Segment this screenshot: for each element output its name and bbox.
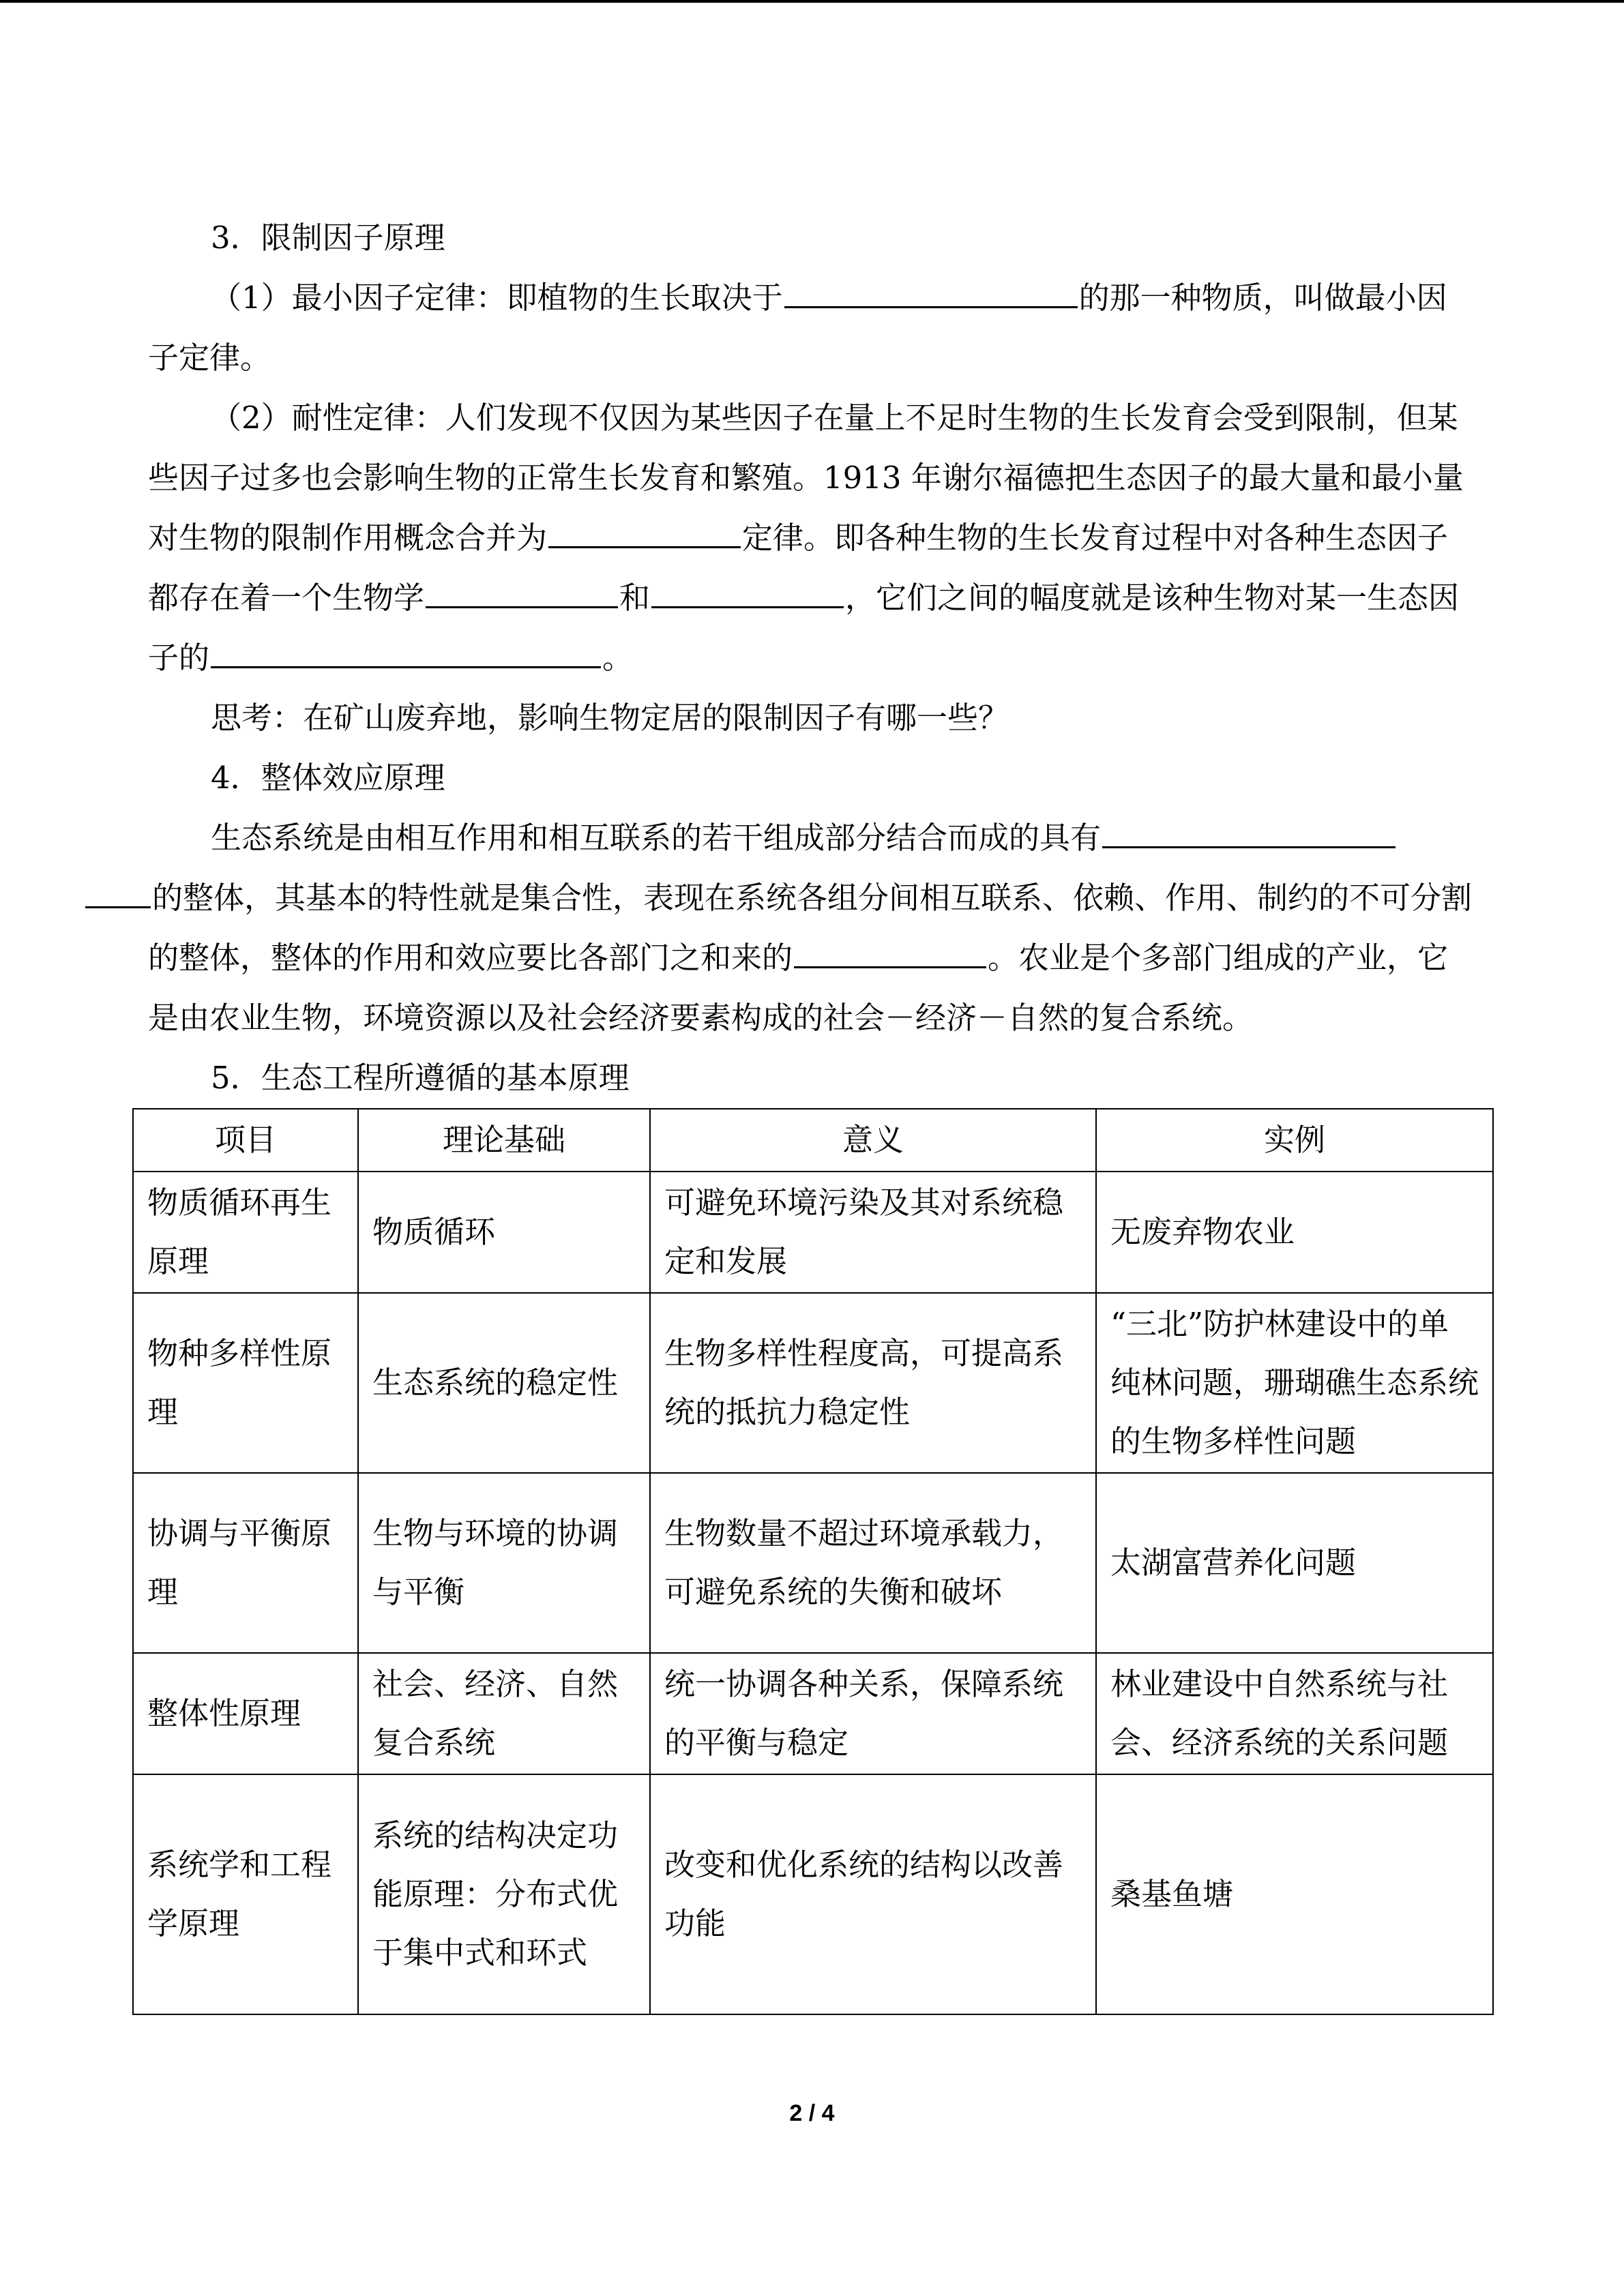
cell-example: 桑基鱼塘 [1096, 1774, 1493, 2014]
fill-blank-3[interactable] [426, 568, 618, 608]
header-theory: 理论基础 [358, 1109, 650, 1172]
cell-example: 林业建设中自然系统与社会、经济系统的关系问题 [1096, 1653, 1493, 1774]
cell-theory: 生物与环境的协调与平衡 [358, 1473, 650, 1653]
fill-blank-4[interactable] [651, 568, 844, 608]
page-number: 2 / 4 [789, 2100, 835, 2126]
document-body [147, 208, 1479, 2015]
text: 定律。即各种生物的生长发育过程中对各种生态因子都存在着一个生物学 [148, 520, 1449, 616]
fill-blank-6[interactable] [1102, 808, 1396, 848]
table-row [133, 1653, 1493, 1774]
cell-item: 系统学和工程学原理 [133, 1774, 358, 2014]
table-row [133, 1473, 1493, 1653]
principles-table [132, 1108, 1494, 2015]
cell-theory: 社会、经济、自然复合系统 [358, 1653, 650, 1774]
cell-item: 协调与平衡原理 [133, 1473, 358, 1653]
text: （1）最小因子定律：即植物的生长取决于 [211, 280, 783, 316]
text: 。 [602, 640, 634, 676]
cell-example: 太湖富营养化问题 [1096, 1473, 1493, 1653]
cell-example: 无废弃物农业 [1096, 1172, 1493, 1293]
cell-meaning: 改变和优化系统的结构以改善功能 [650, 1774, 1096, 2014]
text: 。农业是个多部门组成的产业，它是由农业生物，环境资源以及社会经济要素构成的社会－经济－自然的复合系统。 [148, 940, 1449, 1036]
table-row [133, 1172, 1493, 1293]
cell-meaning: 生物多样性程度高，可提高系统的抵抗力稳定性 [650, 1293, 1096, 1473]
section-3-paragraph-1 [148, 268, 1475, 388]
table-row [133, 1293, 1493, 1473]
text: 的那一种物质，叫做最小因子定律。 [148, 280, 1447, 376]
header-meaning: 意义 [650, 1109, 1096, 1172]
fill-blank-1[interactable] [784, 268, 1078, 308]
text: ，它们之间的幅度就是该种生物对某一生态因子的 [148, 580, 1460, 676]
text: 的整体，其基本的特性就是集合性，表现在系统各组分间相互联系、依赖、作用、制约的不可分割的整体，整体的作用和效应要比各部门之和来的 [148, 880, 1473, 976]
cell-meaning: 统一协调各种关系，保障系统的平衡与稳定 [650, 1653, 1096, 1774]
table-row [133, 1774, 1493, 2014]
header-item: 项目 [133, 1109, 358, 1172]
cell-meaning: 可避免环境污染及其对系统稳定和发展 [650, 1172, 1096, 1293]
fill-blank-7[interactable] [794, 928, 986, 968]
header-example: 实例 [1096, 1109, 1493, 1172]
think-question: 思考：在矿山废弃地，影响生物定居的限制因子有哪一些？ [211, 700, 1009, 736]
text: 和 [619, 580, 651, 616]
cell-item: 物种多样性原理 [133, 1293, 358, 1473]
fill-blank-2[interactable] [548, 508, 741, 548]
fill-blank-6-continued[interactable] [85, 868, 151, 908]
section-3-paragraph-2 [148, 388, 1475, 688]
cell-item: 整体性原理 [133, 1653, 358, 1774]
page-top-border [0, 0, 1624, 3]
section-4-title: 4．整体效应原理 [211, 760, 445, 796]
cell-theory: 物质循环 [358, 1172, 650, 1293]
table-header-row [133, 1109, 1493, 1172]
section-3-title: 3．限制因子原理 [211, 220, 445, 256]
section-5-title: 5．生态工程所遵循的基本原理 [211, 1060, 630, 1096]
section-4-paragraph [148, 808, 1475, 1048]
cell-item: 物质循环再生原理 [133, 1172, 358, 1293]
cell-theory: 系统的结构决定功能原理：分布式优于集中式和环式 [358, 1774, 650, 2014]
cell-example: “三北”防护林建设中的单纯林问题，珊瑚礁生态系统的生物多样性问题 [1096, 1293, 1493, 1473]
text: （2）耐性定律：人们发现不仅因为某些因子在量上不足时生物的生长发育会受到限制，但某些因子过多也会影响生物的正常生长发育和繁殖。1913 年谢尔福德把生态因子的最大量和最小量对生物的限制作用概念合并为 [148, 400, 1464, 556]
text: 生态系统是由相互作用和相互联系的若干组成部分结合而成的具有 [211, 820, 1102, 856]
cell-theory: 生态系统的稳定性 [358, 1293, 650, 1473]
fill-blank-5[interactable] [211, 628, 601, 668]
cell-meaning: 生物数量不超过环境承载力，可避免系统的失衡和破坏 [650, 1473, 1096, 1653]
